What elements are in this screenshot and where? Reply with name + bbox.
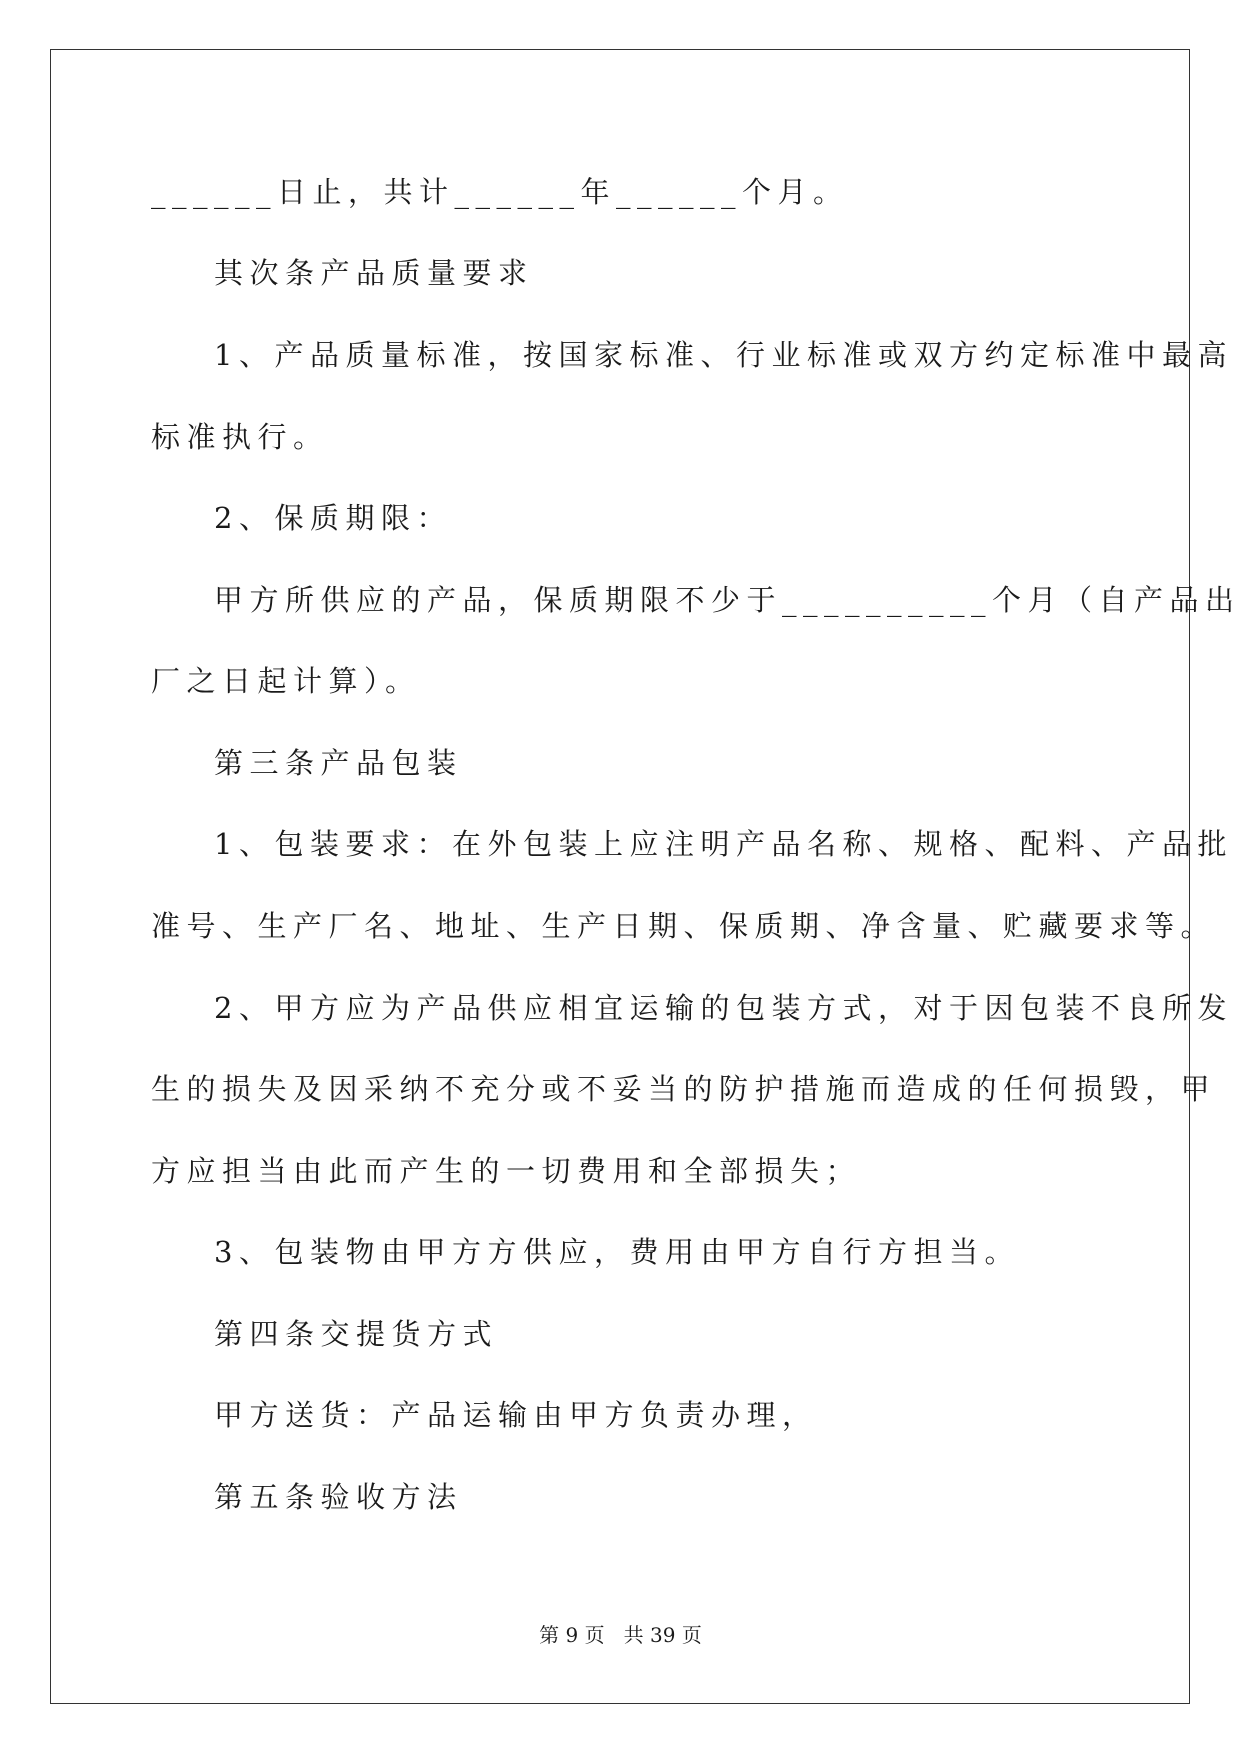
text-line-quality-standard: 1、产品质量标准，按国家标准、行业标准或双方约定标准中最高: [214, 338, 1233, 372]
heading-article-4: 第四条交提货方式: [214, 1317, 499, 1351]
text-line-shelf-life-detail-cont: 厂之日起计算）。: [151, 664, 421, 698]
text-line-packaging-supply: 3、包装物由甲方方供应，费用由甲方自行方担当。: [214, 1235, 1020, 1269]
text-line-shelf-life-detail: 甲方所供应的产品，保质期限不少于__________个月（自产品出: [214, 583, 1241, 617]
heading-article-3: 第三条产品包装: [214, 746, 463, 780]
text-line-period-end: ______日止，共计______年______个月。: [151, 175, 849, 209]
page-number-footer: 第 9 页 共 39 页: [539, 1623, 702, 1647]
text-line-delivery: 甲方送货：产品运输由甲方负责办理，: [214, 1398, 818, 1432]
text-line-quality-standard-cont: 标准执行。: [151, 420, 329, 454]
heading-article-5: 第五条验收方法: [214, 1480, 463, 1514]
text-line-packaging-req: 1、包装要求：在外包装上应注明产品名称、规格、配料、产品批: [214, 827, 1233, 861]
text-line-packaging-method-end: 方应担当由此而产生的一切费用和全部损失；: [151, 1154, 862, 1188]
heading-article-2: 其次条产品质量要求: [214, 256, 534, 290]
page-border: [50, 49, 1190, 1704]
text-line-shelf-life: 2、保质期限：: [214, 501, 452, 535]
text-line-packaging-req-cont: 准号、生产厂名、地址、生产日期、保质期、净含量、贮藏要求等。: [151, 909, 1217, 943]
text-line-packaging-method-cont: 生的损失及因采纳不充分或不妥当的防护措施而造成的任何损毁，甲: [151, 1072, 1217, 1106]
text-line-packaging-method: 2、甲方应为产品供应相宜运输的包装方式，对于因包装不良所发: [214, 991, 1233, 1025]
